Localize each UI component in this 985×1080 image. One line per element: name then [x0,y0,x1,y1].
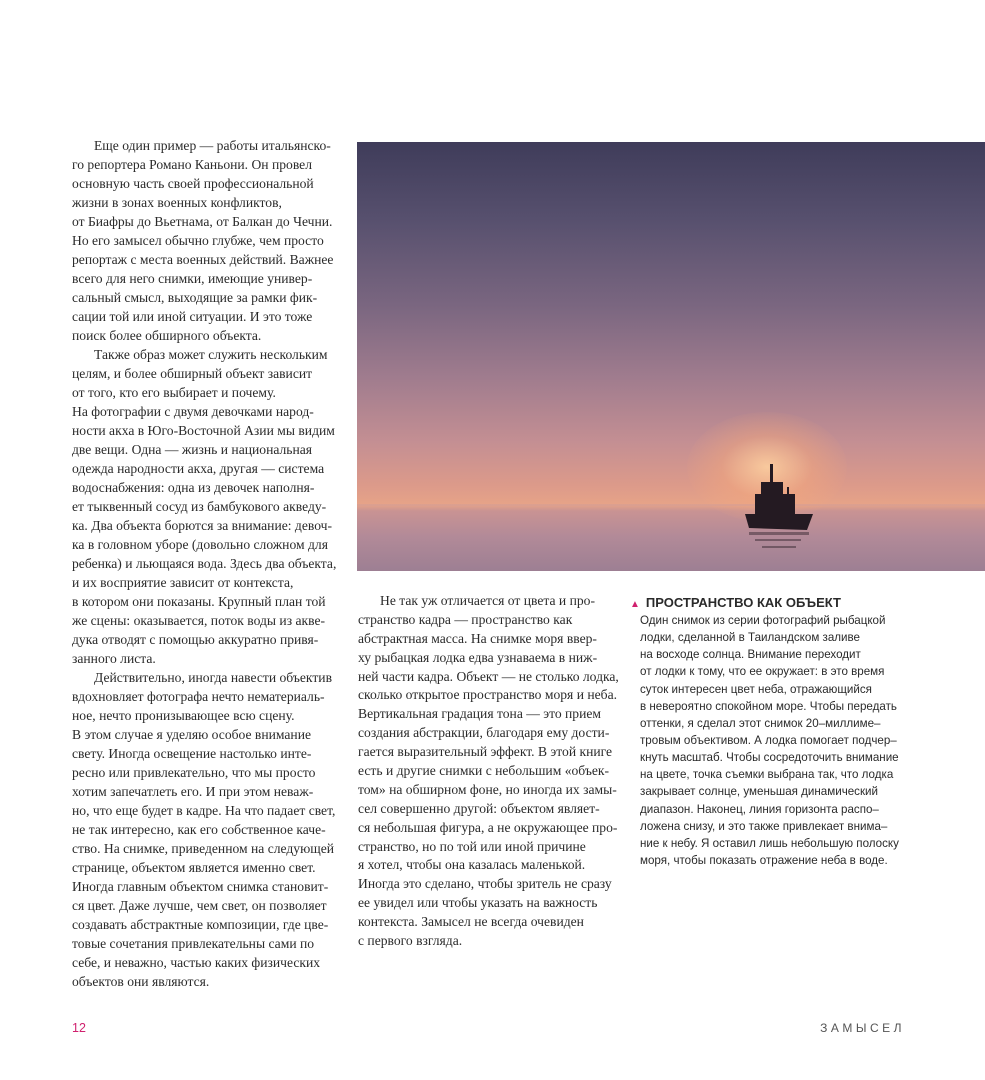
text-line: Еще один пример — работы итальянско- [94,138,331,153]
text-line: странство, но по той или иной причине [358,838,586,854]
caption-body [630,612,950,869]
text-line: вдохновляет фотографа нечто нематериаль- [72,689,325,704]
caption-title-text: ПРОСТРАНСТВО КАК ОБЪЕКТ [645,595,841,610]
text-line: и их восприятие зависит от контекста, [72,575,294,590]
text-line: В этом случае я уделяю особое внимание [72,727,312,742]
text-line: на восходе солнца. Внимание переходит [640,648,861,662]
text-line: от лодки к тому, что ее окружает: в это время [640,665,885,679]
text-line: в котором они показаны. Крупный план той [72,594,326,609]
text-line: на цвете, точка съемки выбрана так, что лодка [640,768,894,782]
text-line: целям, и более обширный объект зависит [72,366,313,381]
text-line: от Биафры до Вьетнама, от Балкан до Чечни. [72,214,333,229]
text-line: создания абстракции, благодаря ему дости- [358,725,610,741]
text-line: ее увидел или чтобы указать на важность [358,895,598,911]
text-line: жизни в зонах военных конфликтов, [72,195,282,210]
text-line: го репортера Романо Каньони. Он провел [72,157,312,172]
text-line: ка в головном уборе (довольно сложном для [72,537,328,552]
caption-title [630,594,950,612]
boat-silhouette-icon [357,142,985,571]
text-line: лодки, сделанной в Таиландском заливе [640,631,860,645]
text-line: ней части кадра. Объект — не столько лодка, [358,668,619,684]
triangle-marker-icon: ▲ [630,599,640,610]
text-line: ство. На снимке, приведенном на следующей [72,841,335,856]
text-line: не так интересно, как его собственное каче- [72,822,326,837]
text-line: себе, и неважно, частью каких физических [72,955,321,970]
text-line: ху рыбацкая лодка едва узнаваема в ниж- [358,649,598,665]
text-line: диапазон. Наконец, линия горизонта распо– [640,802,879,816]
text-line: контекста. Замысел не всегда очевиден [358,914,584,930]
text-line: же сцены: оказывается, поток воды из акве- [72,613,326,628]
text-line: ние к небу. Я оставил лишь небольшую полоску [640,836,899,850]
text-line: Но его замысел обычно глубже, чем просто [72,233,324,248]
page-number: 12 [72,1021,86,1035]
text-line: Не так уж отличается от цвета и про- [380,593,595,608]
text-line: Действительно, иногда навести объектив [94,670,332,685]
text-line: тровым объективом. А лодка помогает подчер– [640,733,897,747]
text-line: с первого взгляда. [358,933,463,949]
text-line: ся небольшая фигура, а не окружающее про- [358,819,618,835]
text-line: хотим запечатлеть его. И при этом неваж- [72,784,314,799]
text-line: оттенки, я сделал этот снимок 20–миллиме– [640,716,881,730]
text-line: ложена снизу, и это также привлекает внима– [640,819,888,833]
text-line: всего для него снимки, имеющие универ- [72,271,313,286]
text-line: от того, кто его выбирает и почему. [72,385,276,400]
text-line: но, что еще будет в кадре. На что падает свет, [72,803,336,818]
text-line: репортаж с места военных действий. Важнее [72,252,334,267]
text-line: моря, чтобы показать отражение неба в воде. [640,853,888,867]
text-line: поиск более обширного объекта. [72,328,262,343]
text-line: странство кадра — пространство как [358,611,573,627]
text-line: ка. Два объекта борются за внимание: девоч- [72,518,333,533]
text-line: сколько открытое пространство моря и неба. [358,687,618,703]
text-line: Вертикальная градация тона — это прием [358,706,602,722]
text-line: Один снимок из серии фотографий рыбацкой [640,614,886,627]
text-line: объектов они являются. [72,974,210,989]
text-line: дука отводят с помощью аккуратно привя- [72,632,319,647]
text-line: абстрактная масса. На снимке моря ввер- [358,630,597,646]
text-line: том» на обширном фоне, но иногда их замы- [358,781,617,797]
text-line: ресно или привлекательно, что мы просто [72,765,316,780]
text-line: создавать абстрактные композиции, где цве- [72,917,329,932]
text-line: ребенка) и льющаяся вода. Здесь два объекта, [72,556,337,571]
text-line: я хотел, чтобы она казалась маленькой. [358,857,586,873]
sunrise-sea-boat-photo [357,142,985,571]
text-line: гается выразительный эффект. В этой книге [358,744,613,760]
text-line: занного листа. [72,651,156,666]
text-line: Иногда главным объектом снимка становит- [72,879,329,894]
text-line: свету. Иногда освещение настолько инте- [72,746,312,761]
text-line: Иногда это сделано, чтобы зритель не сразу [358,876,612,892]
text-line: сальный смысл, выходящие за рамки фик- [72,290,318,305]
text-line: ности акха в Юго-Восточной Азии мы видим [72,423,335,438]
text-line: сации той или иной ситуации. И это тоже [72,309,313,324]
text-line: две вещи. Одна — жизнь и национальная [72,442,313,457]
text-line: товые сочетания привлекательны сами по [72,936,315,951]
text-line: одежда народности акха, другая — система [72,461,325,476]
text-line: ное, нечто пронизывающее всю сцену. [72,708,295,723]
text-line: есть и другие снимки с небольшим «объек- [358,763,610,779]
text-line: сел совершенно другой: объектом являет- [358,800,600,816]
middle-text-column [358,592,619,951]
text-line: водоснабжения: одна из девочек наполня- [72,480,315,495]
text-line: ет тыквенный сосуд из бамбукового акведу- [72,499,327,514]
text-line: ся цвет. Даже лучше, чем свет, он позволяет [72,898,327,913]
text-line: основную часть своей профессиональной [72,176,314,191]
running-title: ЗАМЫСЕЛ [820,1021,905,1035]
text-line: На фотографии с двумя девочками народ- [72,404,314,419]
text-line: странице, объектом является именно свет. [72,860,316,875]
left-text-column [72,136,336,991]
text-line: Также образ может служить нескольким [94,347,328,362]
text-line: закрывает солнце, уменьшая динамический [640,785,878,799]
text-line: кнуть масштаб. Чтобы сосредоточить внимание [640,751,899,765]
text-line: суток интересен цвет неба, отражающийся [640,682,872,696]
photo-caption [630,594,950,869]
text-line: в невероятно спокойном море. Чтобы передать [640,699,897,713]
